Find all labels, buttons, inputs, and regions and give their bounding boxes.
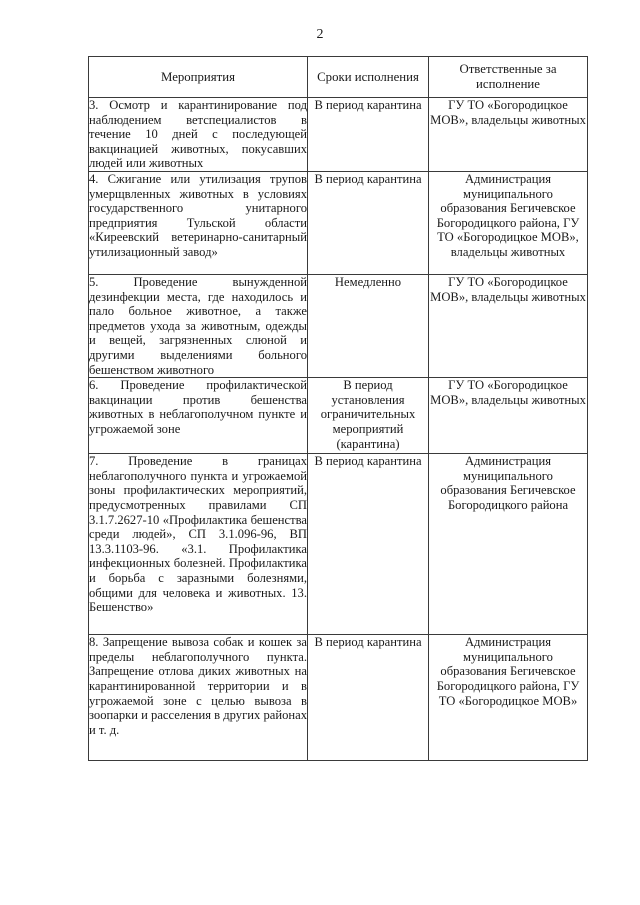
responsible-cell: ГУ ТО «Богородицкое МОВ», владельцы животных xyxy=(429,275,588,378)
deadline-cell: В период карантина xyxy=(308,635,429,761)
deadline-cell: В период карантина xyxy=(308,454,429,635)
activity-cell: 4. Сжигание или утилизация трупов умерщвленных животных в условиях государственного унитарного предприятия Тульской области «Киреевский ветеринарно-санитарный утилизационный завод» xyxy=(89,172,308,275)
activity-cell: 8. Запрещение вывоза собак и кошек за пределы неблагополучного пункта. Запрещение отлова диких животных на карантинированной территории и в угрожаемой зоне с целью вывоза в зоопарки и расселения в других районах и т. д. xyxy=(89,635,308,761)
deadline-cell: В период карантина xyxy=(308,172,429,275)
activity-cell: 7. Проведение в границах неблагополучного пункта и угрожаемой зоны профилактических мероприятий, предусмотренных правилами СП 3.1.7.2627-10 «Профилактика бешенства среди людей», СП 3.1.096-96, ВП 13.3.1103-96. «3.1. Профилактика инфекционных болезней. Профилактика и борьба с заразными болезнями, общими для человека и животных. 13. Бешенство» xyxy=(89,454,308,635)
responsible-cell: Администрация муниципального образования Бегичевское Богородицкого района, ГУ ТО «Богородицкое МОВ», владельцы животных xyxy=(429,172,588,275)
activity-cell: 5. Проведение вынужденной дезинфекции места, где находилось и пало больное животное, а также предметов ухода за животным, одежды и вещей, загрязненных слюной и другими выделениями больного бешенством животного xyxy=(89,275,307,377)
table-row xyxy=(89,635,588,761)
activity-cell: 3. Осмотр и карантинирование под наблюдением ветспециалистов в течение 10 дней с последующей вакцинацией животных, покусавших людей или животных xyxy=(89,98,307,171)
header-deadline: Сроки исполнения xyxy=(308,57,429,98)
table-row xyxy=(89,172,588,275)
deadline-cell: В период установления ограничительных мероприятий (карантина) xyxy=(308,378,429,454)
activity-cell: 6. Проведение профилактической вакцинации против бешенства животных в неблагополучном пункте и угрожаемой зоне xyxy=(89,378,308,454)
page-number: 2 xyxy=(316,27,324,42)
table-row xyxy=(89,454,588,635)
deadline-cell: Немедленно xyxy=(308,275,429,378)
table-row xyxy=(89,275,588,378)
responsible-cell: Администрация муниципального образования Бегичевское Богородицкого района xyxy=(429,454,588,635)
responsible-cell: ГУ ТО «Богородицкое МОВ», владельцы животных xyxy=(429,378,588,454)
header-activities: Мероприятия xyxy=(89,57,308,98)
table-row xyxy=(89,378,588,454)
header-responsible: Ответственные за исполнение xyxy=(429,57,588,98)
deadline-cell: В период карантина xyxy=(308,98,429,172)
responsible-cell: Администрация муниципального образования Бегичевское Богородицкого района, ГУ ТО «Богородицкое МОВ» xyxy=(429,635,588,761)
measures-table xyxy=(88,56,588,761)
table-header-row xyxy=(89,57,588,98)
table-row xyxy=(89,98,588,172)
responsible-cell: ГУ ТО «Богородицкое МОВ», владельцы животных xyxy=(429,98,588,172)
